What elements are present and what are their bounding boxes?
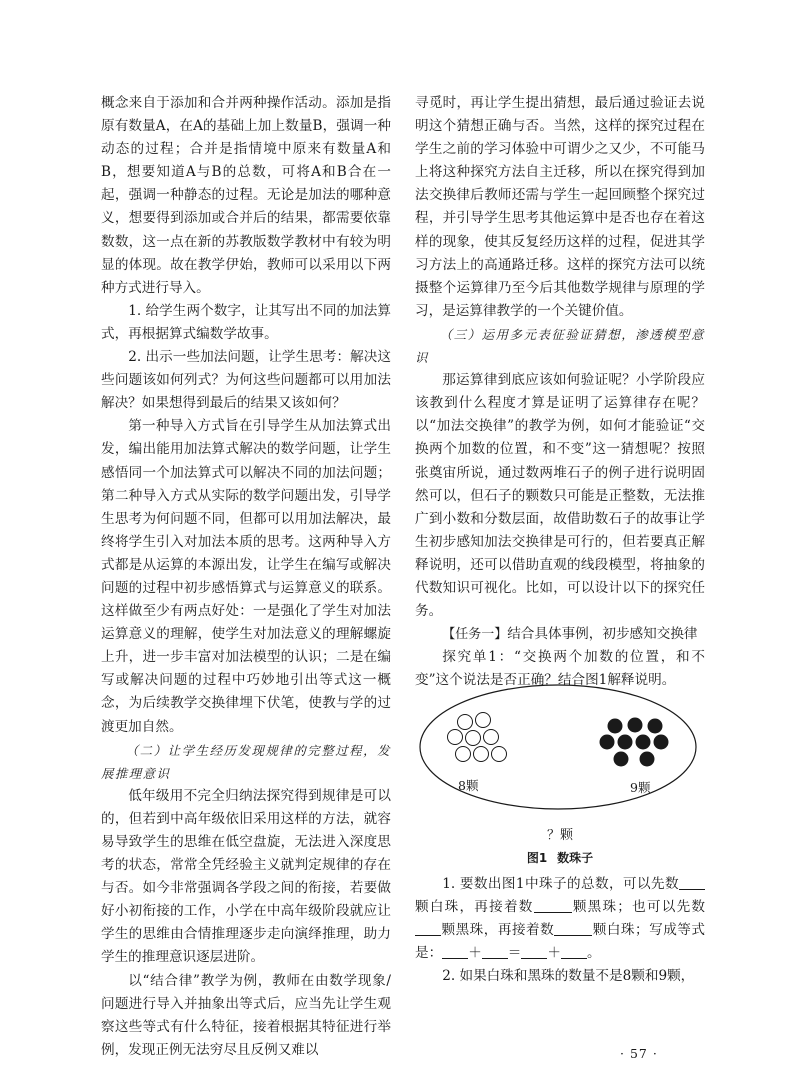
equals-sign: ＝: [507, 945, 522, 962]
black-bead: [600, 735, 615, 750]
answer-blank[interactable]: [521, 944, 547, 959]
white-bead: [456, 747, 471, 762]
beads-diagram: [415, 682, 705, 822]
task-heading: [415, 623, 705, 646]
q1-text: 颗黑珠；也可以先数: [571, 899, 706, 916]
black-count-label: 9颗: [630, 780, 651, 795]
black-bead: [640, 752, 655, 767]
question-2: 2. 如果白珠和黑珠的数量不是8颗和9颗，: [442, 968, 695, 985]
white-count-label: 8颗: [458, 778, 479, 793]
q1-text: 颗白珠，再接着数: [415, 899, 534, 916]
paragraph: 以“结合律”教学为例，教师在由数学现象/问题进行导入并抽象出等式后，应当先让学生观察这些等式有什么特征，接着根据其特征进行举例，发现正例无法穷尽且反例又难以: [101, 972, 391, 1058]
black-bead: [628, 718, 643, 733]
white-bead: [474, 747, 489, 762]
q1-text: 1. 要数出图1中珠子的总数，可以先数: [442, 876, 679, 892]
figure-caption: [415, 849, 705, 866]
right-column-continued: [415, 873, 705, 988]
answer-blank[interactable]: [442, 944, 468, 959]
paragraph: 第一种导入方式旨在引导学生从加法算式出发，编出能用加法算式解决的数学问题，让学生感悟同一个加法算式可以解决不同的加法问题；第二种导入方式从实际的数学问题出发，引导学生思考为何问题不同，但都可以用加法解决，最终将学生引入对加法本质的思考。这两种导入方式都是从运算的本源出发，让学生在编写或解决问题的过程中初步感悟算式与运算意义的联系。这样做至少有两点好处：一是强化了学生对加法运算意义的理解，使学生对加法意义的理解螺旋上升，进一步丰富对加法模型的认识；二是在编写或解决问题的过程中巧妙地引出等式这一概念，为后续教学交换律埋下伏笔，使教与学的过渡更加自然。: [101, 418, 391, 735]
plus-sign: ＋: [468, 945, 482, 962]
white-beads-group: [448, 713, 507, 762]
white-bead: [484, 730, 499, 745]
black-bead: [614, 752, 629, 767]
section-heading: （三）运用多元表征验证猜想，渗透模型意识: [415, 326, 705, 366]
black-bead: [618, 735, 633, 750]
page-number: · 57 ·: [620, 1046, 658, 1061]
black-bead: [636, 735, 651, 750]
right-column: [415, 92, 705, 692]
q1-text: 颗黑珠，再接着数: [441, 922, 555, 939]
white-bead: [476, 713, 491, 728]
black-bead: [608, 719, 623, 734]
figure-counting-beads: [415, 682, 705, 865]
task-label: 【任务一】: [442, 627, 508, 643]
paragraph: 低年级用不完全归纳法探究得到规律是可以的，但若到中高年级依旧采用这样的方法，就容易导致学生的思维在低空盘旋，无法进入深度思考的状态，常常全凭经验主义就判定规律的存在与否。如今非常强调各学段之间的衔接，若要做好小初衔接的工作，小学在中高年级阶段就应让学生的思维由合情推理逐步走向演绎推理，助力学生的推理意识逐层进阶。: [101, 787, 391, 966]
white-bead: [492, 747, 507, 762]
answer-blank[interactable]: [415, 921, 441, 936]
paragraph: 那运算律到底应该如何验证呢？小学阶段应该教到什么程度才算是证明了运算律存在呢？以“加法交换律”的教学为例，如何才能验证“交换两个加数的位置，和不变”这一猜想呢？按照张奠宙所说，通过数两堆石子的例子进行说明固然可以，但石子的颗数只可能是正整数，无法推广到小数和分数层面，故借助数石子的故事让学生初步感知加法交换律是可行的，但若要真正解释说明，还可以借助直观的线段模型，将抽象的代数知识可视化。比如，可以设计以下的探究任务。: [415, 372, 705, 620]
period: 。: [586, 945, 601, 962]
caption-number: 图1: [526, 851, 548, 865]
question-1: [415, 873, 705, 965]
paragraph: 探究单1：“交换两个加数的位置，和不变”这个说法是否正确？结合图1解释说明。: [415, 649, 705, 689]
paragraph: 概念来自于添加和合并两种操作活动。添加是指原有数量A，在A的基础上加上数量B，强调一种动态的过程；合并是指情境中原来有数量A和B，想要知道A与B的总数，可将A和B合在一起，强调一种静态的过程。无论是加法的哪种意义，想要得到添加或合并后的结果，都需要依靠数数，这一点在新的苏教版数学教材中有较为明显的体现。故在教学伊始，教师可以采用以下两种方式进行导入。: [101, 95, 391, 296]
task-text: 结合具体事例，初步感知交换律: [507, 626, 698, 643]
black-bead: [648, 719, 663, 734]
section-heading: （二）让学生经历发现规律的完整过程，发展推理意识: [101, 742, 391, 781]
paragraph: 1. 给学生两个数字，让其写出不同的加法算式，再根据算式编数学故事。: [101, 302, 391, 342]
answer-blank[interactable]: [561, 944, 587, 959]
white-bead: [458, 715, 473, 730]
white-bead: [466, 731, 481, 746]
total-question: ？颗: [546, 828, 573, 843]
paragraph: 寻觅时，再让学生提出猜想，最后通过验证去说明这个猜想正确与否。当然，这样的探究过程在学生之前的学习体验中可谓少之又少，不可能马上将这种探究方法自主迁移，所以在探究得到加法交换律后教师还需与学生一起回顾整个探究过程，并引导学生思考其他运算中是否也存在着这样的现象，使其反复经历这样的过程，促进其学习方法上的高通路迁移。这样的探究方法可以统摄整个运算律乃至今后其他数学规律与原理的学习，是运算律教学的一个关键价值。: [415, 95, 705, 319]
caption-title: 数珠子: [557, 851, 594, 865]
paragraph: 2. 出示一些加法问题，让学生思考：解决这些问题该如何列式？为何这些问题都可以用加法解决？如果想得到最后的结果又该如何？: [101, 349, 391, 412]
answer-blank[interactable]: [554, 921, 592, 936]
black-beads-group: [600, 718, 669, 767]
plus-sign: ＋: [547, 945, 561, 962]
answer-blank[interactable]: [482, 944, 508, 959]
q1-text: 颗白珠；写成等式是：: [415, 922, 705, 962]
left-column: [101, 92, 391, 1062]
black-bead: [654, 735, 669, 750]
answer-blank[interactable]: [534, 898, 572, 913]
white-bead: [448, 730, 463, 745]
answer-blank[interactable]: [679, 875, 705, 890]
